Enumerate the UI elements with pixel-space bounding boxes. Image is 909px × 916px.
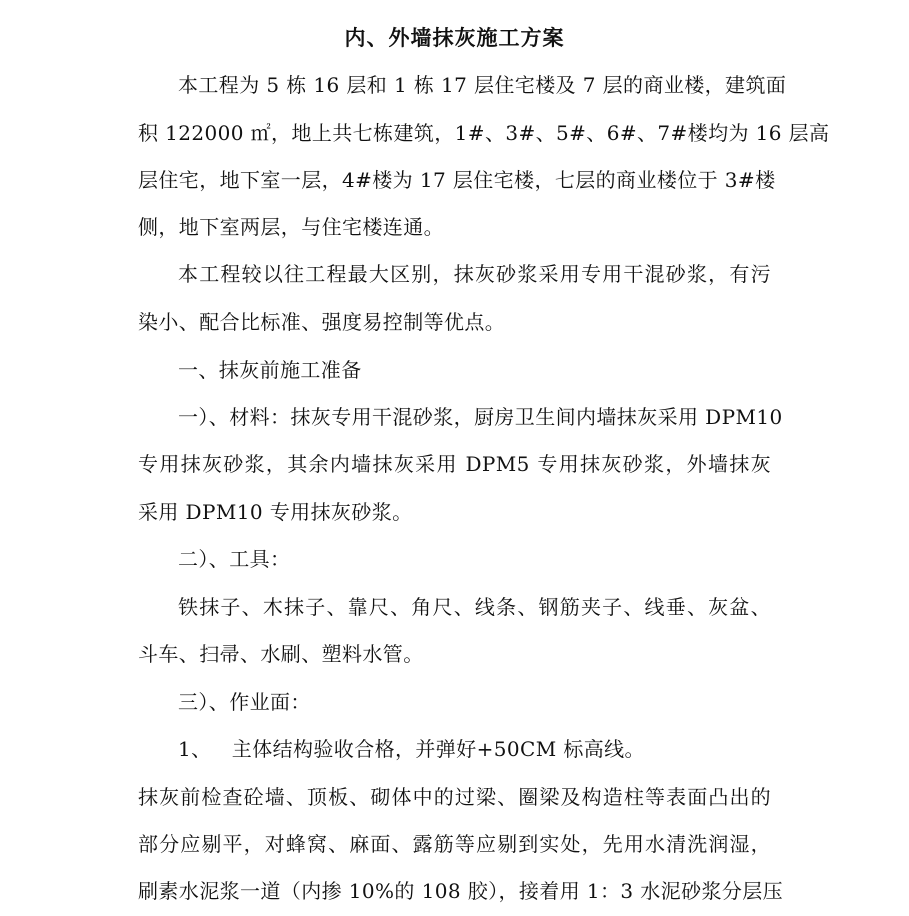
paragraph-line: 部分应剔平，对蜂窝、麻面、露筋等应剔到实处，先用水清洗润湿， bbox=[138, 832, 771, 856]
paragraph-line: 采用 DPM10 专用抹灰砂浆。 bbox=[138, 500, 413, 524]
paragraph-line: 侧，地下室两层，与住宅楼连通。 bbox=[138, 215, 444, 239]
paragraph-line: 染小、配合比标准、强度易控制等优点。 bbox=[138, 310, 506, 334]
paragraph-line: 斗车、扫帚、水刷、塑料水管。 bbox=[138, 642, 424, 666]
paragraph-line: 积 122000 ㎡，地上共七栋建筑，1#、3#、5#、6#、7#楼均为 16 层高 bbox=[138, 121, 830, 145]
section-heading: 一、抹灰前施工准备 bbox=[178, 358, 362, 382]
subsection-heading: 二）、工具： bbox=[178, 547, 291, 571]
paragraph-line: 刷素水泥浆一道（内掺 10%的 108 胶），接着用 1：3 水泥砂浆分层压 bbox=[138, 879, 784, 903]
subsection-heading: 三）、作业面： bbox=[178, 690, 311, 714]
document-title: 内、外墙抹灰施工方案 bbox=[344, 25, 565, 50]
paragraph-line: 一）、材料：抹灰专用干混砂浆，厨房卫生间内墙抹灰采用 DPM10 bbox=[178, 405, 783, 429]
numbered-item: 1、 主体结构验收合格，并弹好+50CM 标高线。 bbox=[178, 737, 645, 761]
paragraph-line: 抹灰前检查砼墙、顶板、砌体中的过梁、圈梁及构造柱等表面凸出的 bbox=[138, 785, 771, 809]
paragraph-line: 铁抹子、木抹子、靠尺、角尺、线条、钢筋夹子、线垂、灰盆、 bbox=[178, 595, 771, 619]
paragraph-line: 本工程较以往工程最大区别，抹灰砂浆采用专用干混砂浆，有污 bbox=[178, 262, 771, 286]
paragraph-line: 层住宅，地下室一层，4#楼为 17 层住宅楼，七层的商业楼位于 3#楼 bbox=[138, 168, 776, 192]
paragraph-line: 专用抹灰砂浆，其余内墙抹灰采用 DPM5 专用抹灰砂浆，外墙抹灰 bbox=[138, 452, 771, 476]
paragraph-line: 本工程为 5 栋 16 层和 1 栋 17 层住宅楼及 7 层的商业楼，建筑面 bbox=[178, 73, 787, 97]
